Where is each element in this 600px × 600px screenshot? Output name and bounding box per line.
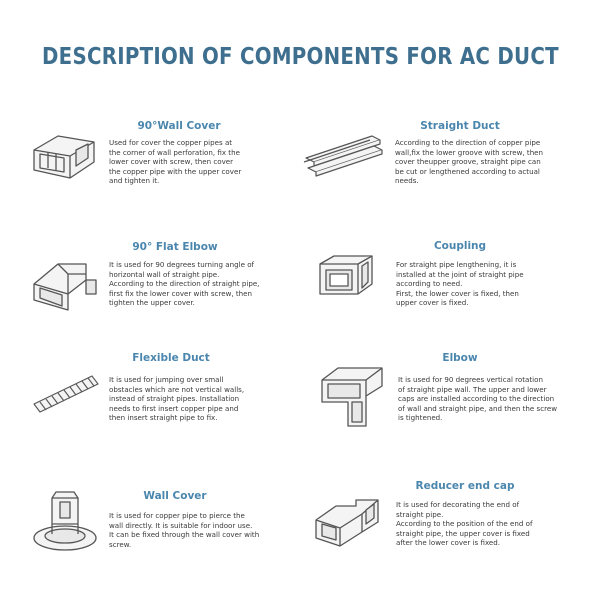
component-name: 90° Flat Elbow: [132, 241, 218, 253]
component-description: For straight pipe lengthening, it is installed at the joint of straight pipe according to need. First, the lower cover is fixed, then upper cover is fixed.: [396, 260, 524, 308]
elbow-icon: [318, 362, 386, 430]
component-description: It is used for jumping over small obstacles which are not vertical walls, instead of straight pipes. Installation needs to first insert copper pipe and then insert straight pipe to fix.: [109, 375, 245, 423]
component-description: According to the direction of copper pipe wall,fix the lower groove with screw, then cover theupper groove, straight pipe can be cut or lengthened according to actual needs.: [395, 138, 544, 186]
wall-cover-icon: [30, 488, 102, 554]
coupling-icon: [314, 250, 378, 302]
component-name: Straight Duct: [420, 120, 500, 132]
component-description: It is used for 90 degrees turning angle of horizontal wall of straight pipe. According to the direction of straight pipe, first fix the lower cover with screw, then tighten the upper cover.: [109, 260, 260, 308]
component-name: Elbow: [442, 352, 478, 364]
component-description: Used for cover the copper pipes at the corner of wall perforation, fix the lower cover with screw, then cover the copper pipe with the upper cover and tighten it.: [109, 138, 242, 186]
component-description: It is used for copper pipe to pierce the wall directly. It is suitable for indoor use. It can be fixed through the wall cover with screw.: [109, 511, 260, 549]
flexible-duct-icon: [30, 368, 102, 418]
straight-duct-icon: [302, 132, 384, 180]
component-name: Flexible Duct: [132, 352, 210, 364]
page-title: DESCRIPTION OF COMPONENTS FOR AC DUCT: [42, 44, 559, 70]
component-name: Wall Cover: [143, 490, 207, 502]
component-name: Coupling: [433, 240, 487, 252]
component-description: It is used for decorating the end of straight pipe. According to the position of the end of straight pipe, the upper cover is fixed after the lower cover is fixed.: [396, 500, 533, 548]
flat-elbow-icon: [30, 254, 102, 314]
component-description: It is used for 90 degrees vertical rotation of straight pipe wall. The upper and lower caps are installed according to the direction of wall and straight pipe, and then the screw is tightened.: [398, 375, 558, 423]
reducer-end-cap-icon: [312, 492, 384, 554]
wall-cover-90-icon: [28, 128, 100, 184]
component-name: 90°Wall Cover: [137, 120, 221, 132]
component-name: Reducer end cap: [415, 480, 515, 492]
